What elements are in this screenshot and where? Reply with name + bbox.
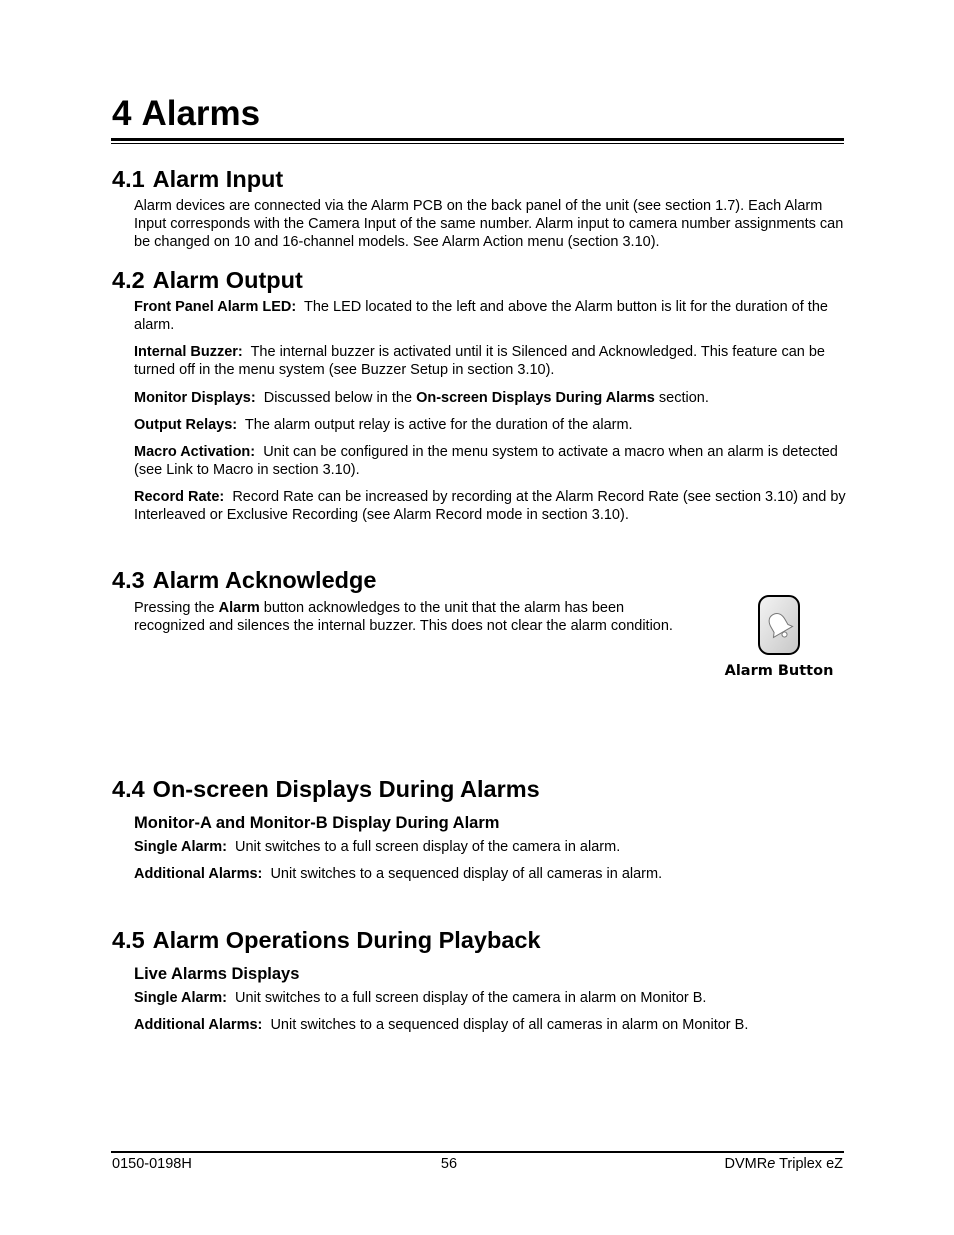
product-prefix: DVMR <box>724 1156 768 1172</box>
footer-page-number: 56 <box>440 1156 458 1172</box>
item-label: Macro Activation: <box>134 444 256 460</box>
section-number: 4.1 <box>112 166 145 192</box>
item-text: Record Rate can be increased by recording at the Alarm Record Rate (see section 3.10) and by Interleaved or Exclusive Recording (see Alarm Record mode in section 3.10). <box>134 489 846 524</box>
item-text-end: section. <box>658 390 709 406</box>
chapter-title-text: Alarms <box>141 94 261 133</box>
output-item-record-rate <box>134 488 846 524</box>
item-label: Internal Buzzer: <box>134 344 243 360</box>
item-label: Single Alarm: <box>134 839 227 855</box>
section-title: On-screen Displays During Alarms <box>152 776 540 802</box>
item-text: Unit switches to a full screen display of the camera in alarm. <box>235 839 621 855</box>
output-item-macro-activation <box>134 443 846 479</box>
product-suffix: Triplex eZ <box>779 1156 843 1172</box>
section-heading-playback <box>112 926 541 954</box>
section-heading-onscreen-displays <box>112 775 540 803</box>
playback-item-additional-alarms <box>134 1016 846 1034</box>
alarm-input-paragraph: Alarm devices are connected via the Alarm PCB on the back panel of the unit (see section 1.7). Each Alarm Input corresponds with the Camera Input of the same number. Alarm input to camera number assignments can be changed on 10 and 16-channel models. See Alarm Action menu (section 3.10). <box>134 198 844 251</box>
chapter-title <box>112 92 260 136</box>
section-heading-alarm-acknowledge <box>112 566 376 594</box>
playback-item-single-alarm <box>134 989 846 1007</box>
item-text: The LED located to the left and above the Alarm button is lit for the duration of the alarm. <box>134 299 828 334</box>
item-label: Output Relays: <box>134 417 238 433</box>
item-text: The alarm output relay is active for the duration of the alarm. <box>244 417 633 433</box>
output-item-output-relays <box>134 416 846 434</box>
item-label: Additional Alarms: <box>134 866 263 882</box>
item-text: Unit switches to a full screen display of the camera in alarm on Monitor B. <box>235 990 707 1006</box>
alarm-button-caption: Alarm Button <box>724 663 834 679</box>
display-item-single-alarm <box>134 838 846 856</box>
subheading-monitor-display: Monitor-A and Monitor-B Display During Alarm <box>134 814 500 832</box>
section-title: Alarm Operations During Playback <box>152 927 541 953</box>
chapter-rule-thin <box>111 143 844 144</box>
section-heading-alarm-input <box>112 165 283 193</box>
section-number: 4.5 <box>112 927 145 953</box>
item-label: Record Rate: <box>134 489 225 505</box>
paragraph-text-end: button acknowledges to the unit that the alarm has been recognized and silences the internal buzzer. This does not clear the alarm condition. <box>134 600 673 635</box>
paragraph-text: Pressing the <box>134 600 215 616</box>
chapter-number: 4 <box>112 94 132 133</box>
item-text: Discussed below in the <box>263 390 413 406</box>
item-text: Unit switches to a sequenced display of all cameras in alarm on Monitor B. <box>270 1017 749 1033</box>
item-label: Additional Alarms: <box>134 1017 263 1033</box>
output-item-monitor-displays <box>134 389 846 407</box>
item-text: Unit switches to a sequenced display of all cameras in alarm. <box>270 866 663 882</box>
section-reference: On-screen Displays During Alarms <box>416 390 655 406</box>
footer-rule <box>111 1151 844 1153</box>
item-label: Monitor Displays: <box>134 390 256 406</box>
item-label: Single Alarm: <box>134 990 227 1006</box>
section-number: 4.4 <box>112 776 145 802</box>
alarm-acknowledge-paragraph <box>134 599 674 635</box>
display-item-additional-alarms <box>134 865 846 883</box>
item-text: The internal buzzer is activated until it is Silenced and Acknowledged. This feature can be turned off in the menu system (see Buzzer Setup in section 3.10). <box>134 344 825 379</box>
product-italic: e <box>767 1156 776 1172</box>
footer-doc-number: 0150-0198H <box>112 1156 192 1172</box>
section-heading-alarm-output <box>112 266 303 294</box>
alarm-button-illustration <box>758 595 800 655</box>
chapter-rule-thick <box>111 138 844 141</box>
alarm-word: Alarm <box>218 600 260 616</box>
output-item-front-panel-led <box>134 298 846 334</box>
item-text: Unit can be configured in the menu system to activate a macro when an alarm is detected (see Link to Macro in section 3.10). <box>134 444 838 479</box>
section-title: Alarm Output <box>152 267 303 293</box>
section-number: 4.3 <box>112 567 145 593</box>
section-title: Alarm Input <box>152 166 284 192</box>
footer-product-name <box>725 1155 843 1173</box>
subheading-live-alarms: Live Alarms Displays <box>134 965 300 983</box>
section-title: Alarm Acknowledge <box>152 567 377 593</box>
item-label: Front Panel Alarm LED: <box>134 299 297 315</box>
output-item-internal-buzzer <box>134 343 846 379</box>
section-number: 4.2 <box>112 267 145 293</box>
